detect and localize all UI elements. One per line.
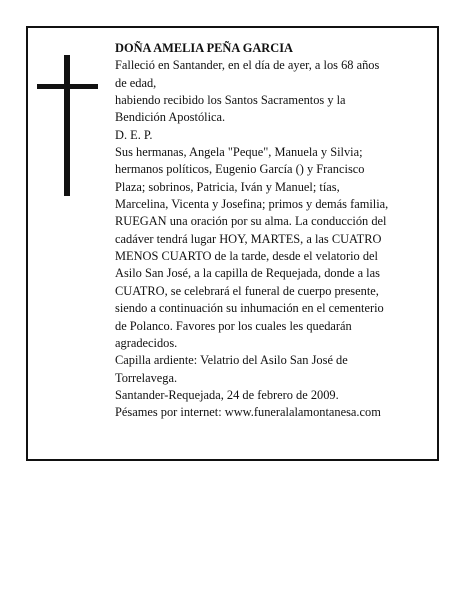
cross-horizontal-bar	[37, 84, 98, 89]
obituary-line-10: RUEGAN una oración por su alma. La conducción del	[115, 214, 387, 229]
obituary-line-6: Sus hermanas, Angela "Peque", Manuela y Silvia;	[115, 145, 363, 160]
obituary-line-15: siendo a continuación su inhumación en el cementerio	[115, 301, 384, 316]
obituary-line-17: agradecidos.	[115, 335, 178, 350]
obituary-line-8: Plaza; sobrinos, Patricia, Iván y Manuel; tías,	[115, 179, 340, 194]
obituary-line-3: habiendo recibido los Santos Sacramentos y la	[115, 93, 346, 108]
obituary-text	[115, 40, 425, 422]
obituary-line-1: Falleció en Santander, en el día de ayer, a los 68 años	[115, 58, 380, 73]
obituary-line-5: D. E. P.	[115, 127, 153, 142]
obituary-line-11: cadáver tendrá lugar HOY, MARTES, a las CUATRO	[115, 231, 382, 246]
obituary-line-13: Asilo San José, a la capilla de Requejada, donde a las	[115, 266, 380, 281]
obituary-title: DOÑA AMELIA PEÑA GARCIA	[115, 41, 293, 55]
cross-vertical-bar	[64, 55, 70, 196]
obituary-line-2: de edad,	[115, 75, 157, 90]
obituary-line-4: Bendición Apostólica.	[115, 110, 226, 125]
obituary-line-20: Santander-Requejada, 24 de febrero de 2009.	[115, 387, 339, 402]
obituary-line-9: Marcelina, Vicenta y Josefina; primos y demás familia,	[115, 197, 389, 212]
obituary-line-12: MENOS CUARTO de la tarde, desde el velatorio del	[115, 249, 378, 264]
obituary-line-19: Torrelavega.	[115, 370, 178, 385]
obituary-line-18: Capilla ardiente: Velatrio del Asilo San José de	[115, 353, 348, 368]
obituary-line-7: hermanos políticos, Eugenio García () y Francisco	[115, 162, 365, 177]
obituary-line-14: CUATRO, se celebrará el funeral de cuerpo presente,	[115, 283, 379, 298]
obituary-line-21: Pésames por internet: www.funeralalamontanesa.com	[115, 405, 381, 420]
obituary-line-16: de Polanco. Favores por los cuales les quedarán	[115, 318, 352, 333]
